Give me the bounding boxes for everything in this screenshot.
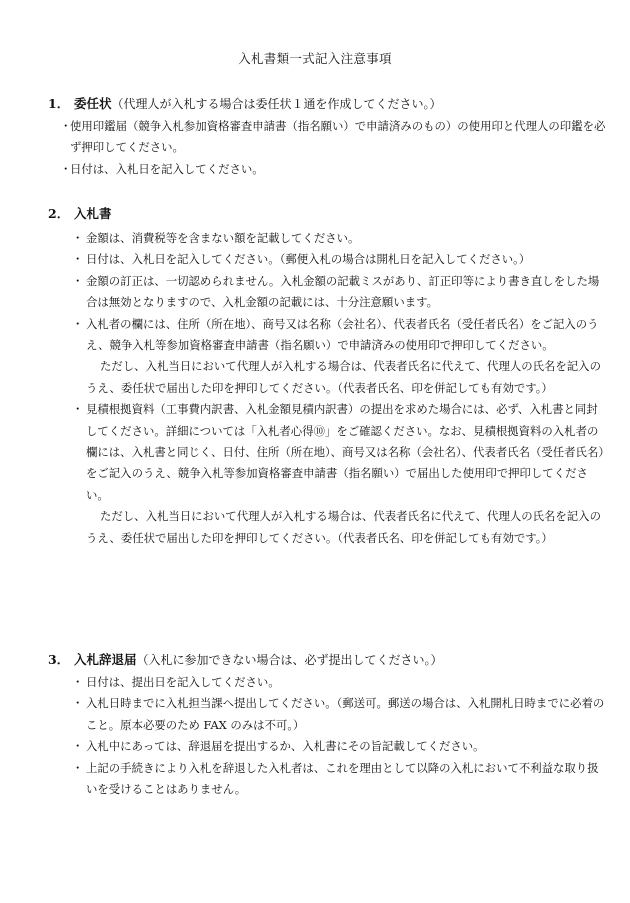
list-item [44,159,608,180]
bullet: ・ [60,161,72,176]
bullet: ・ [72,231,84,245]
list-item [60,672,608,693]
item-text: 金額は、消費税等を含まない額を記載してください。 [86,231,360,245]
list-item [60,736,608,757]
item-text: 日付は、入札日を記入してください。（郵便入札の場合は開札日を記入してください。） [86,252,531,267]
list-item [60,228,608,249]
section-heading [48,652,608,668]
list-item [60,271,608,314]
section-number: 1． [48,96,70,111]
section-2 [48,206,608,549]
bullet: ・ [72,273,84,288]
bullet: ・ [72,252,84,267]
section-name: 入札書 [74,206,112,221]
bullet: ・ [72,675,84,689]
item-text: 見積根拠資料（工事費内訳書、入札金額見積内訳書）の提出を求めた場合には、必ず、入札書と同封してください。詳細については「入札者心得⑩」をご確認ください。なお、見積根拠資料の入札者の欄には、入札書と同じく、日付、住所（所在地）、商号又は名称（会社名）、代表者氏名（受任者氏名）をご記入のうえ、競争入札等参加資格審査申請書（指名願い）で届出した使用印で押印してください。 [86,402,605,502]
section-name: 委任状 [74,96,112,111]
section-number: 2． [48,206,70,221]
section-note: （入札に参加できない場合は、必ず提出してください。） [136,653,443,667]
item-text: 日付は、入札日を記入してください。 [70,161,264,176]
bullet: ・ [72,696,84,711]
list-item [60,314,608,357]
section-number: 3． [48,652,70,667]
bullet: ・ [72,402,84,417]
item-text: 入札者の欄には、住所（所在地）、商号又は名称（会社名）、代表者氏名（受任者氏名）をご記入のうえ、競争入札等参加資格審査申請書（指名願い）で申請済みの使用印で押印してください。 [86,316,599,353]
section-1 [48,96,608,180]
list-item [44,116,608,159]
item-text: 日付は、提出日を記入してください。 [86,675,280,689]
bullet: ・ [72,760,84,775]
section-3 [48,652,608,800]
bullet: ・ [60,119,72,133]
proviso-paragraph: ただし、入札当日において代理人が入札する場合は、代表者氏名に代えて、代理人の氏名を記入のうえ、委任状で届出した印を押印してください。（代表者氏名、印を併記しても有効です。） [86,359,601,395]
section-name: 入札辞退届 [74,652,137,667]
proviso-paragraph: ただし、入札当日において代理人が入札する場合は、代表者氏名に代えて、代理人の氏名を記入のうえ、委任状で届出した印を押印してください。（代表者氏名、印を併記しても有効です。） [86,509,601,545]
item-text: 金額の訂正は、一切認められません。入札金額の記載ミスがあり、訂正印等により書き直しをした場合は無効となりますので、入札金額の記載には、十分注意願います。 [86,273,600,310]
section-heading [48,96,608,112]
list-item [60,399,608,506]
list-item [60,249,608,270]
bullet: ・ [72,316,84,331]
bullet: ・ [72,739,84,754]
list-item [60,693,608,736]
list-item [60,758,608,801]
item-text: 入札中にあっては、辞退届を提出するか、入札書にその旨記載してください。 [86,739,485,754]
item-text: 上記の手続きにより入札を辞退した入札者は、これを理由として以降の入札において不利益な取り扱いを受けることはありません。 [86,760,599,797]
item-text: 使用印鑑届（競争入札参加資格審査申請書（指名願い）で申請済みのもの）の使用印と代理人の印鑑を必ず押印してください。 [70,119,606,155]
section-heading [48,206,608,222]
page-title: 入札書類一式記入注意事項 [238,51,392,66]
section-note: （代理人が入札する場合は委任状１通を作成してください。） [111,97,442,111]
item-text: 入札日時までに入札担当課へ提出してください。（郵送可。郵送の場合は、入札開札日時までに必着のこと。原本必要のため FAX のみは不可。） [86,696,605,732]
